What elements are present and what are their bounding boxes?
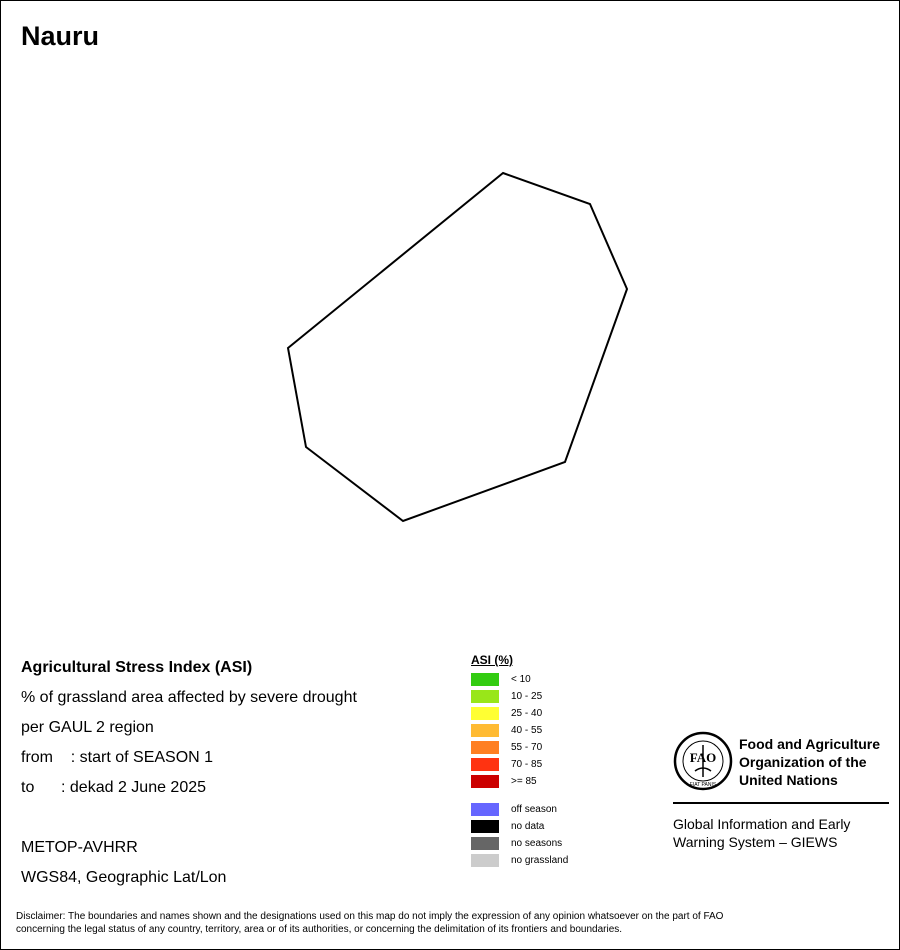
fao-logo-text: FAO — [689, 750, 717, 765]
sensor-label: METOP-AVHRR — [21, 839, 138, 856]
giews-line-2: Warning System – GIEWS — [673, 834, 838, 850]
legend-swatch — [471, 724, 499, 737]
description-line-2: per GAUL 2 region — [21, 719, 154, 736]
legend-label: 55 - 70 — [511, 742, 543, 753]
legend-item — [471, 852, 569, 869]
legend-label: off season — [511, 804, 557, 815]
disclaimer-line-1: Disclaimer: The boundaries and names shown and the designations used on this map do not imply the expression of any opinion whatsoever on the part of FAO — [16, 911, 724, 922]
legend-label: no grassland — [511, 855, 569, 866]
legend-gap — [471, 790, 513, 801]
legend-item — [471, 801, 557, 818]
fao-name — [739, 735, 899, 789]
legend-label: 70 - 85 — [511, 759, 543, 770]
fao-motto: FIAT PANIS — [689, 782, 717, 788]
legend-item — [471, 818, 545, 835]
legend-label: no seasons — [511, 838, 563, 849]
legend-swatch — [471, 837, 499, 850]
projection-label: WGS84, Geographic Lat/Lon — [21, 869, 227, 886]
legend-item — [471, 722, 543, 739]
legend-swatch — [471, 820, 499, 833]
disclaimer-line-2: concerning the legal status of any country, territory, area or of its authorities, or concerning the delimitation of its frontiers and boundaries. — [16, 924, 623, 935]
legend-item — [471, 671, 531, 688]
map-title: Nauru — [21, 21, 100, 51]
legend-item — [471, 688, 543, 705]
legend-label: >= 85 — [511, 776, 537, 787]
map-description — [21, 657, 357, 807]
legend-swatch — [471, 690, 499, 703]
legend-swatch — [471, 854, 499, 867]
map-canvas — [1, 1, 900, 641]
legend-swatch — [471, 741, 499, 754]
legend-item — [471, 739, 543, 756]
fao-divider — [673, 802, 889, 804]
legend-swatch — [471, 707, 499, 720]
description-line-1: % of grassland area affected by severe drought — [21, 689, 357, 706]
period-to: to : dekad 2 June 2025 — [21, 779, 207, 796]
legend-label: < 10 — [511, 674, 531, 685]
fao-name-line-2: Organization of the — [739, 754, 867, 770]
giews-name — [673, 815, 889, 851]
disclaimer — [16, 910, 886, 936]
index-heading: Agricultural Stress Index (ASI) — [21, 659, 253, 676]
fao-name-line-1: Food and Agriculture — [739, 736, 881, 752]
technical-info — [21, 837, 226, 897]
fao-logo-icon — [673, 731, 733, 791]
legend-swatch — [471, 803, 499, 816]
legend-swatch — [471, 758, 499, 771]
legend-swatch — [471, 673, 499, 686]
legend — [471, 653, 569, 869]
legend-item — [471, 756, 543, 773]
legend-item — [471, 835, 563, 852]
legend-label: 40 - 55 — [511, 725, 543, 736]
legend-title: ASI (%) — [471, 653, 513, 667]
period-from: from : start of SEASON 1 — [21, 749, 214, 766]
nauru-boundary[interactable] — [288, 173, 627, 521]
giews-line-1: Global Information and Early — [673, 816, 851, 832]
legend-label: no data — [511, 821, 545, 832]
legend-label: 10 - 25 — [511, 691, 543, 702]
legend-swatch — [471, 775, 499, 788]
legend-label: 25 - 40 — [511, 708, 543, 719]
fao-name-line-3: United Nations — [739, 772, 838, 788]
legend-item — [471, 705, 543, 722]
legend-item — [471, 773, 537, 790]
